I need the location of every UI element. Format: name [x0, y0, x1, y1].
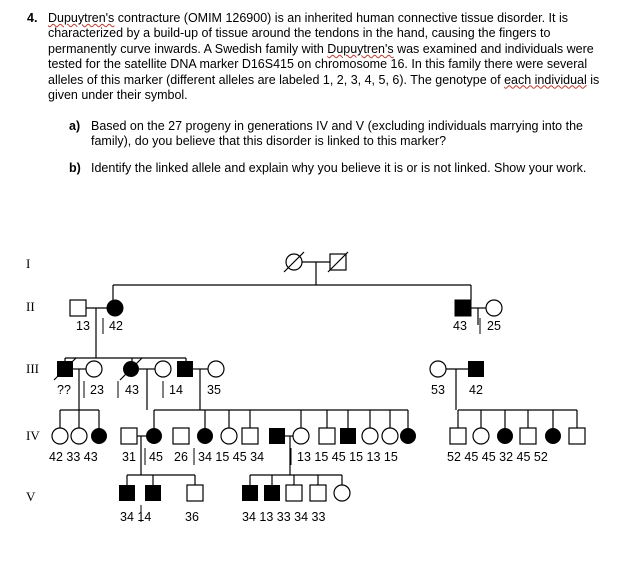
- gen5-male-3: [187, 485, 203, 501]
- gen2-female-affected: [107, 300, 123, 316]
- gen4-female-2: [71, 428, 87, 444]
- genotype-label: 31: [122, 450, 136, 464]
- gen4-female-spouse-3: [293, 428, 309, 444]
- part-a-text: Based on the 27 progeny in generations IV and V (excluding individuals marrying into the family), do you believe that this disorder is linked to this marker?: [91, 119, 583, 148]
- gen3-male-affected-2: [468, 361, 484, 377]
- genotype-label: 36: [185, 510, 199, 524]
- genotype-label: 53: [431, 383, 445, 397]
- gen4-male-7: [569, 428, 585, 444]
- underlined-term: each individual: [504, 72, 587, 87]
- gen5-male-6: [286, 485, 302, 501]
- gen5-male-4-affected: [242, 485, 258, 501]
- gen3-male-affected: [177, 361, 193, 377]
- genotype-label: ??: [57, 383, 71, 397]
- generation-label-1: I: [26, 256, 31, 271]
- question-number: 4.: [27, 11, 38, 25]
- gen4-female-12-affected: [545, 428, 561, 444]
- gen4-female-7: [362, 428, 378, 444]
- genotype-separators: [84, 318, 480, 522]
- genotype-label: 14: [169, 383, 183, 397]
- gen4-male-2-affected: [269, 428, 285, 444]
- part-b-text: Identify the linked allele and explain why you believe it is or is not linked. Show your work.: [91, 161, 587, 175]
- genotype-label: 13 15 45 15 13 15: [297, 450, 398, 464]
- gen4-male-4-affected: [340, 428, 356, 444]
- genotype-label: 25: [487, 319, 501, 333]
- gen1-male-deceased: [328, 252, 348, 272]
- genotype-label: 35: [207, 383, 221, 397]
- gen4-male-spouse-1: [121, 428, 137, 444]
- gen4-female-6: [221, 428, 237, 444]
- gen3-female-unaffected-3: [208, 361, 224, 377]
- genotype-label: 34 13 33 34 33: [242, 510, 326, 524]
- gen4-male-1: [242, 428, 258, 444]
- gen5-male-1-affected: [119, 485, 135, 501]
- gen3-male-affected-deceased: [54, 358, 76, 380]
- underlined-term: Dupuytren's: [48, 11, 115, 25]
- gen3-female-unaffected-2: [155, 361, 171, 377]
- gen4-female-11-affected: [497, 428, 513, 444]
- genotype-label: 42 33 43: [49, 450, 98, 464]
- gen4-male-5: [450, 428, 466, 444]
- gen4-male-spouse-2: [173, 428, 189, 444]
- genotype-label: 42: [109, 319, 123, 333]
- genotype-label: 52 45 45 32 45 52: [447, 450, 548, 464]
- gen5-female-1: [334, 485, 350, 501]
- gen2-male-affected: [455, 300, 471, 316]
- gen3-female-affected-deceased: [120, 358, 142, 380]
- gen4-female-3-affected: [91, 428, 107, 444]
- genotype-label: 23: [90, 383, 104, 397]
- gen4-female-1: [52, 428, 68, 444]
- intro-text: was examined and individuals were tested for the satellite DNA marker D16S415 on chromosome 16. In this family there were several alleles of this marker (different alleles are labeled 1, 2, 3, 4, 5, 6). The genotype of: [48, 41, 594, 87]
- genotype-label: 34 14: [120, 510, 152, 524]
- genotype-label: 43: [125, 383, 139, 397]
- genotype-label: 34 15 45 34: [198, 450, 265, 464]
- gen1-female-deceased: [284, 252, 304, 272]
- gen5-male-5-affected: [264, 485, 280, 501]
- genotype-label: 45: [149, 450, 163, 464]
- generation-label-4: IV: [26, 428, 40, 443]
- gen2-male-unaffected: [70, 300, 86, 316]
- gen3-female-unaffected-4: [430, 361, 446, 377]
- gen4-female-10: [473, 428, 489, 444]
- gen2-female-unaffected: [486, 300, 502, 316]
- genotype-label: 42: [469, 383, 483, 397]
- part-a-label: a): [69, 119, 81, 133]
- genotype-label: 26: [174, 450, 188, 464]
- gen5-male-7: [310, 485, 326, 501]
- genotype-label: 13: [76, 319, 90, 333]
- gen5-male-2-affected: [145, 485, 161, 501]
- intro-text: is given under their symbol.: [48, 72, 600, 103]
- generation-label-2: II: [26, 299, 35, 314]
- gen4-male-6: [520, 428, 536, 444]
- generation-label-3: III: [26, 361, 39, 376]
- genotype-label: 43: [453, 319, 467, 333]
- part-b-label: b): [69, 161, 81, 175]
- gen3-female-unaffected-1: [86, 361, 102, 377]
- gen4-female-5-affected: [197, 428, 213, 444]
- gen4-male-3: [319, 428, 335, 444]
- gen4-female-9-affected: [400, 428, 416, 444]
- gen4-female-4-affected: [146, 428, 162, 444]
- gen4-female-8: [382, 428, 398, 444]
- generation-label-5: V: [26, 489, 36, 504]
- underlined-term: Dupuytren's: [327, 41, 394, 56]
- intro-text: contracture (OMIM 126900) is an inherited human connective tissue disorder. It is characterized by a build-up of tissue around the tendons in the hand, causing the fingers to permanently curve inwards. A Swedish family with: [48, 11, 569, 56]
